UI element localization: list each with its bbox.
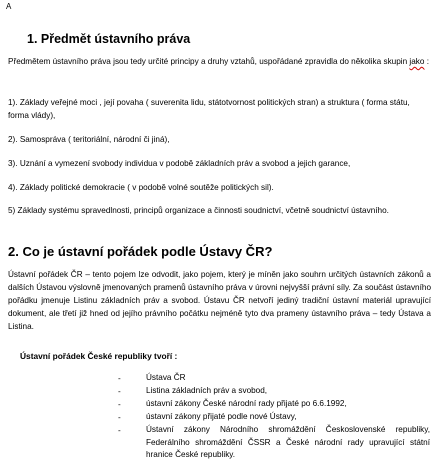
intro-misspelled-word: jako xyxy=(409,57,425,66)
list-dash: - xyxy=(118,387,121,396)
list-item-2: 2). Samospráva ( teritoriální, národní či jiná), xyxy=(8,135,170,144)
intro-text: Předmětem ústavního práva jsou tedy určité principy a druhy vztahů, uspořádané zpravidla do několika skupin xyxy=(8,57,410,66)
constitution-list-item: Ústavní zákony Národního shromáždění Československé republiky, Federálního shromáždění ČSSR a České národní rady upravující státní hranice České republiky. xyxy=(146,425,430,459)
list-dash: - xyxy=(118,413,121,422)
section-2-heading: 2. Co je ústavní pořádek podle Ústavy ČR? xyxy=(8,244,273,259)
constitution-list-item: Listina základních práv a svobod, xyxy=(146,386,268,395)
list-item-4: 4). Základy politické demokracie ( v podobě volné soutěže politických sil). xyxy=(8,183,274,192)
constitution-list-item: Ústava ČR xyxy=(146,373,186,382)
list-item-5: 5) Základy systému spravedlnosti, principů organizace a činnosti soudnictví, včetně soudnictví ústavního. xyxy=(8,206,389,215)
page-marker: A xyxy=(6,2,12,11)
list-item-3: 3). Uznání a vymezení svobody individua v podobě základních práv a svobod a jejich garance, xyxy=(8,159,351,168)
constitution-list-item: ústavní zákony přijaté podle nové Ústavy, xyxy=(146,412,297,421)
list-dash: - xyxy=(118,400,121,409)
section-1-intro xyxy=(8,55,430,68)
list-dash: - xyxy=(118,426,121,435)
list-item-1: 1). Základy veřejné moci , její povaha ( suverenita lidu, státotvornost politických stran) a struktura ( forma státu, forma vlády), xyxy=(8,98,410,120)
section-1-heading: 1. Předmět ústavního práva xyxy=(27,32,191,46)
constitution-list-item: ústavní zákony České národní rady přijaté po 6.6.1992, xyxy=(146,399,347,408)
section-2-paragraph: Ústavní pořádek ČR – tento pojem lze odvodit, jako pojem, který je míněn jako souhrn určitých ústavních zákonů a dalších Ústavou výslovně jmenovaných pramenů ústavního práva v úrovni nejvyšší právní síly. Za součást ústavního pořádku jmenuje Listinu základních práv a svobod. Ústavu ČR netvoří jediný tradiční ústavní materiál upravující dokument, ale třetí již hned od jejího právního počátku nejméně tyto dva prameny ústavního práva – tedy Ústava a Listina. xyxy=(8,270,431,331)
intro-colon: : xyxy=(424,57,430,66)
list-dash: - xyxy=(118,374,121,383)
ustavni-poradek-label: Ústavní pořádek České republiky tvoří : xyxy=(20,351,178,361)
